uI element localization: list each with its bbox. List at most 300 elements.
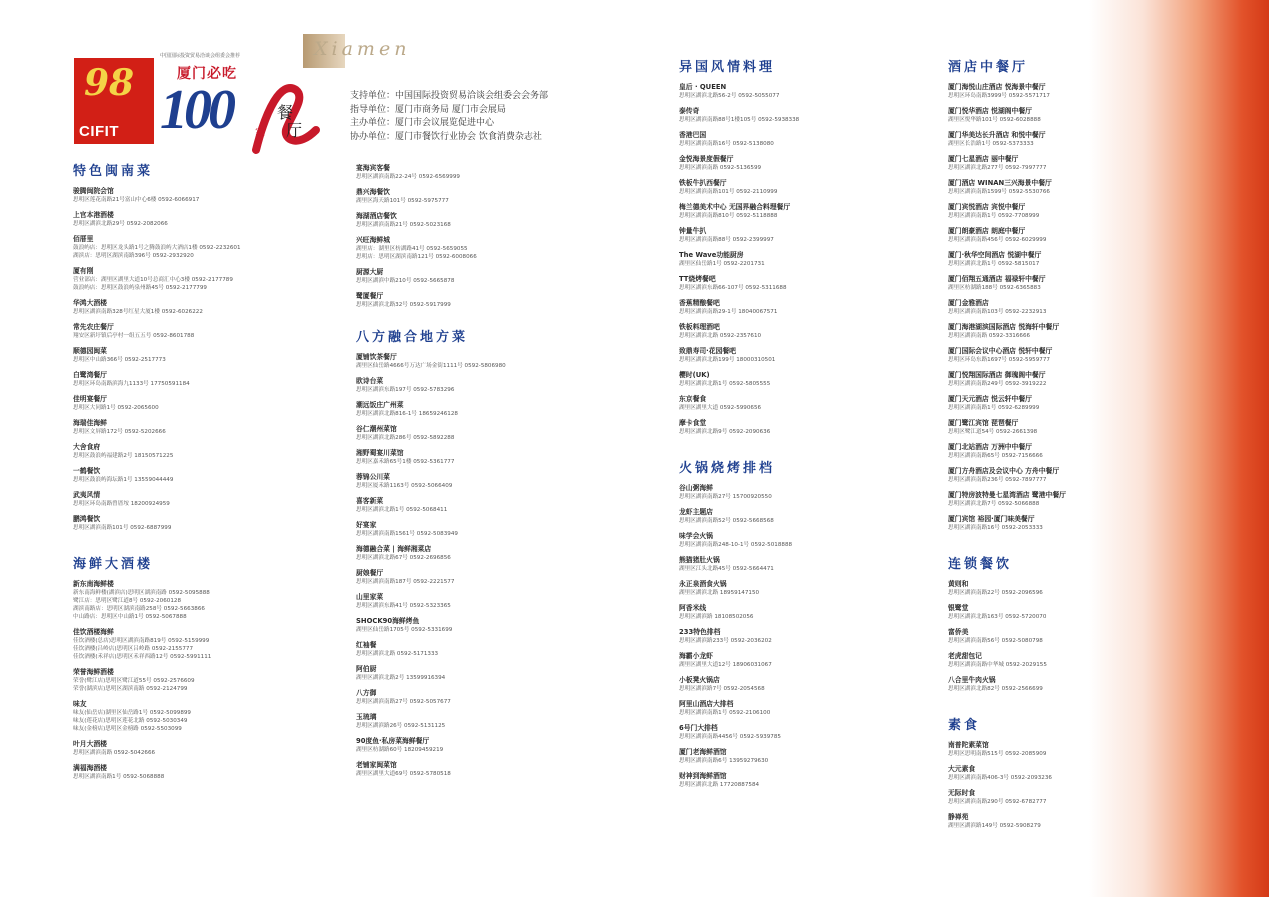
restaurant-address: 思明区湖滨南路27号 0592-5057677	[356, 699, 451, 705]
restaurant-entry	[948, 203, 1218, 220]
restaurant-name: 蓉锦公川菜	[356, 473, 390, 481]
restaurant-entry	[679, 131, 949, 148]
restaurant-entry	[948, 813, 1218, 830]
restaurant-name: 玉琉璃	[356, 713, 377, 721]
restaurant-name: 好宴家	[356, 521, 377, 529]
restaurant-name: 八合里牛肉火锅	[948, 676, 996, 684]
restaurant-address: 湖里区湖里大道12号 18906031067	[679, 662, 772, 668]
restaurant-entry	[679, 700, 949, 717]
restaurant-name: 无际时食	[948, 789, 976, 797]
restaurant-name: 欧诗台菜	[356, 377, 384, 385]
restaurant-entry	[679, 347, 949, 364]
restaurant-address: 思明区湖滨北路816-1号 18659246128	[356, 411, 458, 417]
restaurant-name: 泰传奇	[679, 107, 700, 115]
restaurant-entry	[356, 641, 626, 658]
restaurant-address: 思明区湖滨东路41号 0592-5323365	[356, 603, 451, 609]
restaurant-name: 香蕉精酿餐吧	[679, 299, 720, 307]
restaurant-address: 味友(仙岳店)湖里区仙岳路1号 0592-5099899	[73, 710, 191, 716]
restaurant-address: 思明区湖滨北路7号 0592-5066888	[948, 501, 1040, 507]
restaurant-entry	[948, 83, 1218, 100]
restaurant-name: 宴海宾客餐	[356, 164, 390, 172]
restaurant-entry	[948, 515, 1218, 532]
sponsor-line: 支持单位：中国国际投资贸易洽谈会组委会会务部	[350, 91, 549, 101]
restaurant-entry	[679, 107, 949, 124]
restaurant-name: 233特色排档	[679, 628, 721, 636]
restaurant-name: 阿里山酒店大排档	[679, 700, 734, 708]
restaurant-entry	[948, 347, 1218, 364]
restaurant-address: 思明区湖滨北路9号 0592-2090636	[679, 429, 771, 435]
restaurant-address: 思明区湖滨南路1号 0592-5068888	[73, 774, 165, 780]
restaurant-section	[73, 160, 343, 553]
restaurant-name: 厨源大厨	[356, 268, 384, 276]
restaurant-name: 一鹤餐饮	[73, 467, 101, 475]
restaurant-section	[679, 56, 949, 457]
restaurant-name: 厦门悦翔国际酒店 御瑰阁中餐厅	[948, 371, 1046, 379]
section-spacer	[948, 700, 1218, 714]
restaurant-name: 厦门天元酒店 悦云轩中餐厅	[948, 395, 1032, 403]
restaurant-name: 满福海酒楼	[73, 764, 107, 772]
restaurant-name: 静禅苑	[948, 813, 969, 821]
restaurant-address: 思明区湖滨北路32号 0592-5917999	[356, 302, 451, 308]
restaurant-entry	[948, 419, 1218, 436]
restaurant-address: 中山路店：思明区中山路1号 0592-5067888	[73, 614, 187, 620]
restaurant-entry	[679, 275, 949, 292]
restaurant-address: 思明区湖滨南路187号 0592-2221577	[356, 579, 455, 585]
restaurant-entry	[356, 401, 626, 418]
restaurant-address: 思明区湖滨南路101号 0592-6887999	[73, 525, 172, 531]
restaurant-address: 思明区厦禾路1163号 0592-5066409	[356, 483, 453, 489]
restaurant-entry	[948, 395, 1218, 412]
restaurant-address: 思明区鹭江道54号 0592-2661398	[948, 429, 1038, 435]
restaurant-entry	[679, 419, 949, 436]
restaurant-name: 兴旺海鲜城	[356, 236, 390, 244]
restaurant-entry	[73, 740, 343, 757]
restaurant-entry	[948, 580, 1218, 597]
section-spacer	[948, 539, 1218, 553]
restaurant-entry	[679, 155, 949, 172]
restaurant-address: 佳饮酒楼(吕岭店)思明区吕岭路 0592-2155777	[73, 646, 194, 652]
restaurant-address: 湖里区仙岳路1号 0592-2201731	[679, 261, 765, 267]
restaurant-name: 厦门·秋华空间酒店 悦湖中餐厅	[948, 251, 1042, 259]
restaurant-entry	[948, 155, 1218, 172]
restaurant-name: 华鸿大酒楼	[73, 299, 107, 307]
restaurant-address: 思明区湖滨北路82号 0592-2566699	[948, 686, 1043, 692]
restaurant-name: 皇后 · QUEEN	[679, 83, 727, 91]
restaurant-entry	[356, 268, 626, 285]
restaurant-address: 思明区莲花南路21号富山中心6楼 0592-6066917	[73, 197, 200, 203]
restaurant-entry	[356, 188, 626, 205]
restaurant-entry	[73, 467, 343, 484]
restaurant-address: 鹭江店：思明区鹭江道8号 0592-2060128	[73, 598, 182, 604]
restaurant-entry	[679, 748, 949, 765]
restaurant-address: 思明区湖滨南路6号 13959279630	[679, 758, 769, 764]
restaurant-entry	[948, 371, 1218, 388]
restaurant-address: 思明区环岛南路滨海九1133号 17750591184	[73, 381, 190, 387]
restaurant-entry	[73, 187, 343, 204]
restaurant-entry	[948, 467, 1218, 484]
restaurant-address: 思明区湖滨北路286号 0592-5892288	[356, 435, 455, 441]
restaurant-address: 思明区湖滨南路56号 0592-5080798	[948, 638, 1043, 644]
restaurant-address: 思明区湖滨南路1号 0592-6289999	[948, 405, 1040, 411]
restaurant-name: 上官本港酒楼	[73, 211, 114, 219]
logo-number: 98	[84, 62, 135, 104]
restaurant-entry	[679, 676, 949, 693]
restaurant-address: 佳饮酒楼(总店)思明区湖滨南路819号 0592-5159999	[73, 638, 210, 644]
restaurant-address: 思明区湖滨北路199号 18000310501	[679, 357, 776, 363]
restaurant-entry	[679, 179, 949, 196]
restaurant-address: 思明区湖滨南路103号 0592-2232913	[948, 309, 1047, 315]
restaurant-address: 思明区湖滨南路 0592-5042666	[73, 750, 156, 756]
restaurant-address: 思明区湖滨南路21号 0592-5023168	[356, 222, 451, 228]
restaurant-entry	[356, 164, 626, 181]
restaurant-entry	[356, 236, 626, 261]
restaurant-name: SHOCK90海鲜烤鱼	[356, 617, 420, 625]
restaurant-entry	[356, 425, 626, 442]
restaurant-entry	[73, 235, 343, 260]
restaurant-name: 6号门大排档	[679, 724, 718, 732]
restaurant-address: 营业部店：湖里区湖里大道10号总商汇中心3楼 0592-2177789	[73, 277, 233, 283]
section-spacer	[679, 443, 949, 457]
restaurant-name: 白鹭湾餐厅	[73, 371, 107, 379]
restaurant-address: 鼓浪屿店：思明区龙头路1号之腾鼓浪屿大酒店1楼 0592-2232601	[73, 245, 241, 251]
restaurant-address: 思明区中山路366号 0592-2517773	[73, 357, 166, 363]
restaurant-name: 鼎兴海餐饮	[356, 188, 390, 196]
restaurant-name: 黄则和	[948, 580, 969, 588]
restaurant-name: 鹏鸿餐饮	[73, 515, 101, 523]
section-spacer	[73, 539, 343, 553]
title-100: 100	[160, 79, 232, 141]
restaurant-section	[948, 56, 1218, 553]
restaurant-address: 思明区湖滨南路52号 0592-5668568	[679, 518, 774, 524]
restaurant-section	[73, 553, 343, 781]
restaurant-name: 90度鱼·私房菜海鲜餐厅	[356, 737, 430, 745]
restaurant-name: 厦门宾馆 裕园·厦门味美餐厅	[948, 515, 1035, 523]
restaurant-entry	[948, 789, 1218, 806]
restaurant-name: 铁板料理酒吧	[679, 323, 720, 331]
restaurant-name: 厦门北站酒店 万洲中中餐厅	[948, 443, 1032, 451]
restaurant-name: 佳明宴餐厅	[73, 395, 107, 403]
restaurant-entry	[73, 419, 343, 436]
restaurant-address: 思明区湖滨南路328号红星大厦1楼 0592-6026222	[73, 309, 203, 315]
restaurant-name: 永正泉酒食火锅	[679, 580, 727, 588]
restaurant-name: 佳饮酒楼海鲜	[73, 628, 114, 636]
restaurant-address: 思明区鼓浪屿海坛路1号 13559044449	[73, 477, 174, 483]
restaurant-entry	[948, 765, 1218, 782]
restaurant-entry	[73, 443, 343, 460]
restaurant-entry	[948, 251, 1218, 268]
restaurant-address: 思明区大同路1号 0592-2065600	[73, 405, 159, 411]
restaurant-name: 大舍食府	[73, 443, 101, 451]
restaurant-name: 山里家菜	[356, 593, 384, 601]
restaurant-entry	[679, 371, 949, 388]
restaurant-address: 思明区湖滨南路406-3号 0592-2093236	[948, 775, 1052, 781]
restaurant-entry	[73, 347, 343, 364]
restaurant-name: 鹭厦餐厅	[356, 292, 384, 300]
restaurant-address: 思明区湖滨北路56-2号 0592-5055077	[679, 93, 780, 99]
restaurant-entry	[679, 323, 949, 340]
restaurant-address: 思明区湖滨南路27号 15700920550	[679, 494, 772, 500]
restaurant-address: 翔安区新圩镇后亭村一组五五号 0592-8601788	[73, 333, 195, 339]
section-heading: 八方融合地方菜	[356, 330, 469, 345]
restaurant-address: 湖里区枋湖路60号 18209459219	[356, 747, 444, 753]
restaurant-name: 老铺家闽菜馆	[356, 761, 397, 769]
restaurant-address: 湖滨店：思明区湖滨南路396号 0592-2932920	[73, 253, 194, 259]
sponsor-line: 主办单位：厦门市会议展览促进中心	[350, 118, 495, 129]
restaurant-entry	[948, 652, 1218, 669]
title-char-jia: 家	[255, 128, 265, 139]
restaurant-address: 湖里区湖里大道69号 0592-5780518	[356, 771, 451, 777]
restaurant-address: 思明区湖滨北路29号 0592-2082066	[73, 221, 168, 227]
restaurant-entry	[356, 212, 626, 229]
restaurant-entry	[948, 107, 1218, 124]
restaurant-name: 厨娘餐厅	[356, 569, 384, 577]
restaurant-entry	[679, 83, 949, 100]
restaurant-name: 武夷风情	[73, 491, 101, 499]
restaurant-name: 八方御	[356, 689, 377, 697]
restaurant-entry	[73, 323, 343, 340]
restaurant-name: 海湖酒店餐饮	[356, 212, 397, 220]
restaurant-address: 思明区湖滨东路66-107号 0592-5311688	[679, 285, 787, 291]
section-heading: 素食	[948, 718, 981, 733]
restaurant-entry	[356, 545, 626, 562]
restaurant-entry	[679, 604, 949, 621]
restaurant-name: 厦门宾悦酒店 宾悦中餐厅	[948, 203, 1026, 211]
restaurant-name: 厦门海港湖滨国际酒店 悦海轩中餐厅	[948, 323, 1060, 331]
restaurant-address: 思明区湖滨北路277号 0592-7997777	[948, 165, 1047, 171]
restaurant-address: 思明区湖滨南路249号 0592-3919222	[948, 381, 1047, 387]
restaurant-name: 叶月大酒楼	[73, 740, 107, 748]
restaurant-name: 佰厝里	[73, 235, 94, 243]
restaurant-name: 厦门酒店 WINAN三兴海景中餐厅	[948, 179, 1052, 187]
restaurant-name: 金悦海景度假餐厅	[679, 155, 734, 163]
restaurant-name: 大元素食	[948, 765, 976, 773]
restaurant-address: 湖里区湖滨北路2号 13599916394	[356, 675, 446, 681]
restaurant-address: 思明区湖滨路26号 0592-5131125	[356, 723, 446, 729]
restaurant-name: 厦门朗豪酒店 朗庭中餐厅	[948, 227, 1026, 235]
restaurant-name: 厦门方舟酒店及会议中心 方舟中餐厅	[948, 467, 1060, 475]
restaurant-address: 思明区湖滨南路 0592-3316666	[948, 333, 1031, 339]
sponsor-line: 指导单位：厦门市商务局 厦门市会展局	[350, 104, 506, 115]
restaurant-address: 思明区湖滨南路1号 0592-2106100	[679, 710, 771, 716]
restaurant-entry	[679, 628, 949, 645]
restaurant-entry	[948, 628, 1218, 645]
restaurant-section	[356, 164, 626, 326]
restaurant-name: 厦门金雅酒店	[948, 299, 989, 307]
restaurant-entry	[73, 211, 343, 228]
restaurant-entry	[948, 741, 1218, 758]
restaurant-address: 湖里区仙岳路1705号 0592-5331699	[356, 627, 453, 633]
restaurant-entry	[948, 275, 1218, 292]
restaurant-address: 思明区环岛南路曾厝垵 18200924959	[73, 501, 170, 507]
restaurant-entry	[948, 604, 1218, 621]
restaurant-entry	[73, 628, 343, 661]
restaurant-address: 思明区湖滨北路163号 0592-5720070	[948, 614, 1047, 620]
restaurant-name: 铁板牛扒西餐厅	[679, 179, 727, 187]
restaurant-name: 厦门悦华酒店 悦湖阁中餐厅	[948, 107, 1032, 115]
restaurant-address: 思明区湖滨南路1561号 0592-5083949	[356, 531, 458, 537]
restaurant-name: 老虎甜包记	[948, 652, 982, 660]
restaurant-entry	[356, 665, 626, 682]
restaurant-entry	[73, 764, 343, 781]
restaurant-address: 思明区湖滨路7号 0592-2054568	[679, 686, 765, 692]
restaurant-address: 思明区文屏路172号 0592-5202666	[73, 429, 166, 435]
restaurant-name: 致鼎寿司·花园餐吧	[679, 347, 736, 355]
restaurant-entry	[73, 580, 343, 621]
restaurant-address: 思明区湖滨北路 0592-2357610	[679, 333, 762, 339]
restaurant-name: 银鹭堂	[948, 604, 969, 612]
restaurant-name: 喜客新菜	[356, 497, 384, 505]
restaurant-address: 思明区湖滨南路29-1号 18040067571	[679, 309, 778, 315]
restaurant-address: 思明区思明南路515号 0592-2085909	[948, 751, 1047, 757]
restaurant-address: 思明区湖滨南路1599号 0592-5530766	[948, 189, 1050, 195]
restaurant-address: 湖里区湖滨北路 18959147150	[679, 590, 760, 596]
restaurant-name: 潮远饭庄广州菜	[356, 401, 404, 409]
restaurant-address: 湖里区仙岳路4666号万达广场金街1111号 0592-5806980	[356, 363, 506, 369]
restaurant-entry	[679, 652, 949, 669]
restaurant-name: 富侨美	[948, 628, 969, 636]
column-4	[948, 56, 1218, 837]
restaurant-entry	[679, 508, 949, 525]
restaurant-entry	[356, 449, 626, 466]
restaurant-name: 海德融合菜 | 海鲜湘菜店	[356, 545, 432, 553]
restaurant-name: 厦门国际会议中心酒店 悦轩中餐厅	[948, 347, 1053, 355]
restaurant-entry	[356, 689, 626, 706]
restaurant-name: 味友	[73, 700, 87, 708]
restaurant-name: 南普陀素菜馆	[948, 741, 989, 749]
restaurant-entry	[73, 395, 343, 412]
restaurant-address: 思明区湖滨北路1号 0592-5815017	[948, 261, 1040, 267]
restaurant-name: 厦门特房波特曼七星湾酒店 鹭港中餐厅	[948, 491, 1066, 499]
restaurant-name: 阿伯厨	[356, 665, 377, 673]
restaurant-address: 思明区湖滨北路67号 0592-2696856	[356, 555, 451, 561]
restaurant-name: 小板凳火锅店	[679, 676, 720, 684]
restaurant-address: 思明区鼓浪屿福建路2号 18150571225	[73, 453, 174, 459]
restaurant-entry	[948, 299, 1218, 316]
restaurant-name: 味学会火锅	[679, 532, 713, 540]
restaurant-name: 厦有刚	[73, 267, 94, 275]
restaurant-address: 湖里区枋湖路188号 0592-6365883	[948, 285, 1041, 291]
column-3	[679, 56, 949, 796]
restaurant-name: 厦门老海鲜酒馆	[679, 748, 727, 756]
restaurant-entry	[356, 737, 626, 754]
restaurant-entry	[73, 267, 343, 292]
restaurant-address: 味友(莲花店)思明区莲花北路 0592-5030349	[73, 718, 188, 724]
restaurant-entry	[679, 484, 949, 501]
restaurant-address: 思明区湖滨南路248-10-1号 0592-5018888	[679, 542, 793, 548]
restaurant-address: 新东南海鲜楼(湖滨店)思明区湖滨南路 0592-5095888	[73, 590, 210, 596]
column-2	[356, 164, 626, 785]
restaurant-name: 骏腾闽院会馆	[73, 187, 114, 195]
restaurant-entry	[679, 227, 949, 244]
restaurant-address: 思明区湖滨南路 0592-5136599	[679, 165, 762, 171]
restaurant-entry	[948, 179, 1218, 196]
restaurant-entry	[679, 580, 949, 597]
restaurant-entry	[73, 491, 343, 508]
restaurant-entry	[356, 713, 626, 730]
restaurant-address: 鼓浪屿店：思明区鼓浪屿泉州路45号 0592-2177799	[73, 285, 207, 291]
restaurant-entry	[73, 668, 343, 693]
restaurant-entry	[679, 395, 949, 412]
restaurant-entry	[356, 569, 626, 586]
restaurant-address: 思明区湖滨南路88号 0592-2399997	[679, 237, 774, 243]
restaurant-address: 思明区湖滨南路4456号 0592-5939785	[679, 734, 781, 740]
restaurant-entry	[356, 593, 626, 610]
restaurant-name: 熊猫猪肚火锅	[679, 556, 720, 564]
restaurant-entry	[679, 532, 949, 549]
logo-text: CIFIT	[79, 123, 119, 140]
restaurant-entry	[948, 227, 1218, 244]
restaurant-name: 厦门海悦山庄酒店 悦海景中餐厅	[948, 83, 1046, 91]
restaurant-address: 思明区湖滨东路197号 0592-5783296	[356, 387, 455, 393]
restaurant-address: 思明区湖滨南路1号 0592-7708999	[948, 213, 1040, 219]
restaurant-name: 谷仁潮州菜馆	[356, 425, 397, 433]
restaurant-name: 樱时(UK)	[679, 371, 710, 379]
restaurant-address: 思明区湖滨南路22号 0592-2096596	[948, 590, 1043, 596]
restaurant-entry	[73, 299, 343, 316]
restaurant-name: 厦门鹭江宾馆 琵琶餐厅	[948, 419, 1019, 427]
cifit-logo	[74, 58, 154, 144]
restaurant-address: 思明区环岛南路3999号 0592-5571717	[948, 93, 1050, 99]
restaurant-address: 思明区湖滨北路 17720887584	[679, 782, 760, 788]
restaurant-entry	[356, 761, 626, 778]
restaurant-entry	[948, 443, 1218, 460]
restaurant-name: 梅兰德美术中心 无国界融合料理餐厅	[679, 203, 791, 211]
restaurant-address: 湖里店：湖里区枋湖路41号 0592-5659055	[356, 246, 468, 252]
restaurant-name: 财神到海鲜酒馆	[679, 772, 727, 780]
restaurant-address: 味友(金榜店)思明区金榜路 0592-5503099	[73, 726, 182, 732]
restaurant-name: 厦门华美达长升酒店 和悦中餐厅	[948, 131, 1046, 139]
restaurant-entry	[679, 772, 949, 789]
restaurant-name: TT烧烤餐吧	[679, 275, 716, 283]
restaurant-entry	[356, 521, 626, 538]
restaurant-entry	[73, 700, 343, 733]
restaurant-name: 顺德园闽菜	[73, 347, 107, 355]
restaurant-entry	[679, 203, 949, 220]
title-char-can: 餐	[277, 103, 294, 122]
restaurant-address: 佳饮酒楼(禾祥店)思明区禾祥西路12号 0592-5991111	[73, 654, 212, 660]
restaurant-entry	[948, 676, 1218, 693]
header-caption: 中国国际投资贸易洽谈会组委会推荐	[160, 53, 241, 59]
restaurant-address: 思明区湖滨路 18108502056	[679, 614, 754, 620]
restaurant-name: 谷山粥海鲜	[679, 484, 713, 492]
restaurant-address: 思明区湖滨北路1号 0592-5068411	[356, 507, 448, 513]
sponsor-line: 协办单位：厦门市餐饮行业协会 饮食消费杂志社	[350, 131, 542, 142]
restaurant-section	[356, 326, 626, 778]
restaurant-entry	[356, 292, 626, 309]
page-title: 厦门必吃	[177, 66, 237, 82]
column-1	[73, 160, 343, 788]
restaurant-address: 思明区湖滨南路456号 0592-6029999	[948, 237, 1047, 243]
xiamen-script-text: Xiamen	[314, 38, 411, 60]
restaurant-address: 思明区湖滨南路88号1楼105号 0592-5938338	[679, 117, 800, 123]
sponsor-list	[350, 90, 610, 144]
restaurant-address: 思明区湖滨南路810号 0592-5118888	[679, 213, 778, 219]
restaurant-name: The Wave功能厨房	[679, 251, 744, 259]
restaurant-entry	[356, 353, 626, 370]
section-heading: 异国风情料理	[679, 60, 776, 75]
restaurant-address: 思明区湖滨南路65号 0592-7156666	[948, 453, 1043, 459]
restaurant-name: 龙虾主题店	[679, 508, 713, 516]
restaurant-entry	[356, 617, 626, 634]
restaurant-name: 厦门七星酒店 丽中餐厅	[948, 155, 1019, 163]
restaurant-name: 厦门佰翔五通酒店 福禄轩中餐厅	[948, 275, 1046, 283]
restaurant-address: 思明区湖滨南路中华城 0592-2029155	[948, 662, 1047, 668]
restaurant-entry	[679, 724, 949, 741]
restaurant-name: 东京餐食	[679, 395, 707, 403]
restaurant-entry	[679, 251, 949, 268]
restaurant-name: 海瑞佳海鲜	[73, 419, 107, 427]
restaurant-name: 香港巴国	[679, 131, 707, 139]
